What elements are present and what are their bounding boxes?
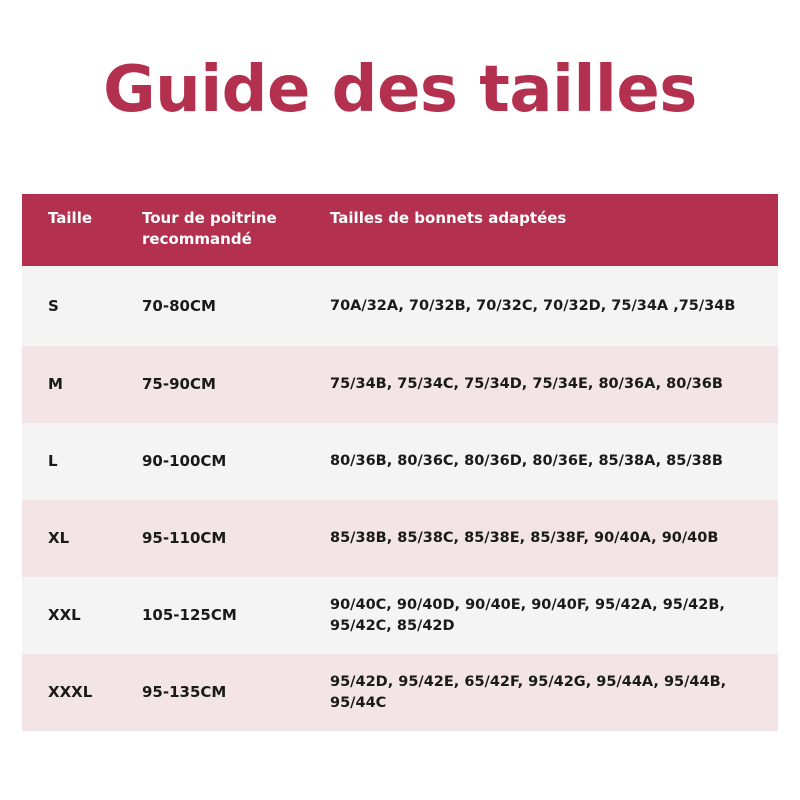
header-cup-sizes: Tailles de bonnets adaptées <box>330 209 567 227</box>
size-cell: L <box>48 452 58 470</box>
cup-sizes-cell: 85/38B, 85/38C, 85/38E, 85/38F, 90/40A, 90/40B <box>330 530 719 546</box>
size-cell: S <box>48 296 59 315</box>
chest-cell: 75-90CM <box>142 375 216 393</box>
size-cell: XL <box>48 529 70 547</box>
page-title: Guide des tailles <box>103 53 697 127</box>
size-cell: M <box>48 375 63 393</box>
table-row <box>22 346 778 423</box>
size-guide-table <box>22 194 778 731</box>
table-row <box>22 266 778 346</box>
table-row <box>22 423 778 500</box>
table-row <box>22 654 778 731</box>
header-size: Taille <box>48 209 93 227</box>
size-cell: XXXL <box>48 683 93 701</box>
chest-cell: 95-110CM <box>142 529 227 547</box>
cup-sizes-cell: 90/40C, 90/40D, 90/40E, 90/40F, 95/42A, 95/42B, 95/42C, 85/42D <box>330 596 725 634</box>
chest-cell: 70-80CM <box>142 296 216 315</box>
cup-sizes-cell: 80/36B, 80/36C, 80/36D, 80/36E, 85/38A, 85/38B <box>330 453 723 469</box>
table-header <box>22 194 778 266</box>
header-chest-measurement: Tour de poitrine recommandé <box>142 209 277 248</box>
cup-sizes-cell: 75/34B, 75/34C, 75/34D, 75/34E, 80/36A, 80/36B <box>330 376 723 392</box>
chest-cell: 90-100CM <box>142 452 227 470</box>
table-row <box>22 500 778 577</box>
size-cell: XXL <box>48 606 81 624</box>
cup-sizes-cell: 95/42D, 95/42E, 65/42F, 95/42G, 95/44A, 95/44B, 95/44C <box>330 673 727 711</box>
cup-sizes-cell: 70A/32A, 70/32B, 70/32C, 70/32D, 75/34A ,75/34B <box>330 297 736 314</box>
chest-cell: 95-135CM <box>142 683 227 701</box>
table-row <box>22 577 778 654</box>
chest-cell: 105-125CM <box>142 606 237 624</box>
